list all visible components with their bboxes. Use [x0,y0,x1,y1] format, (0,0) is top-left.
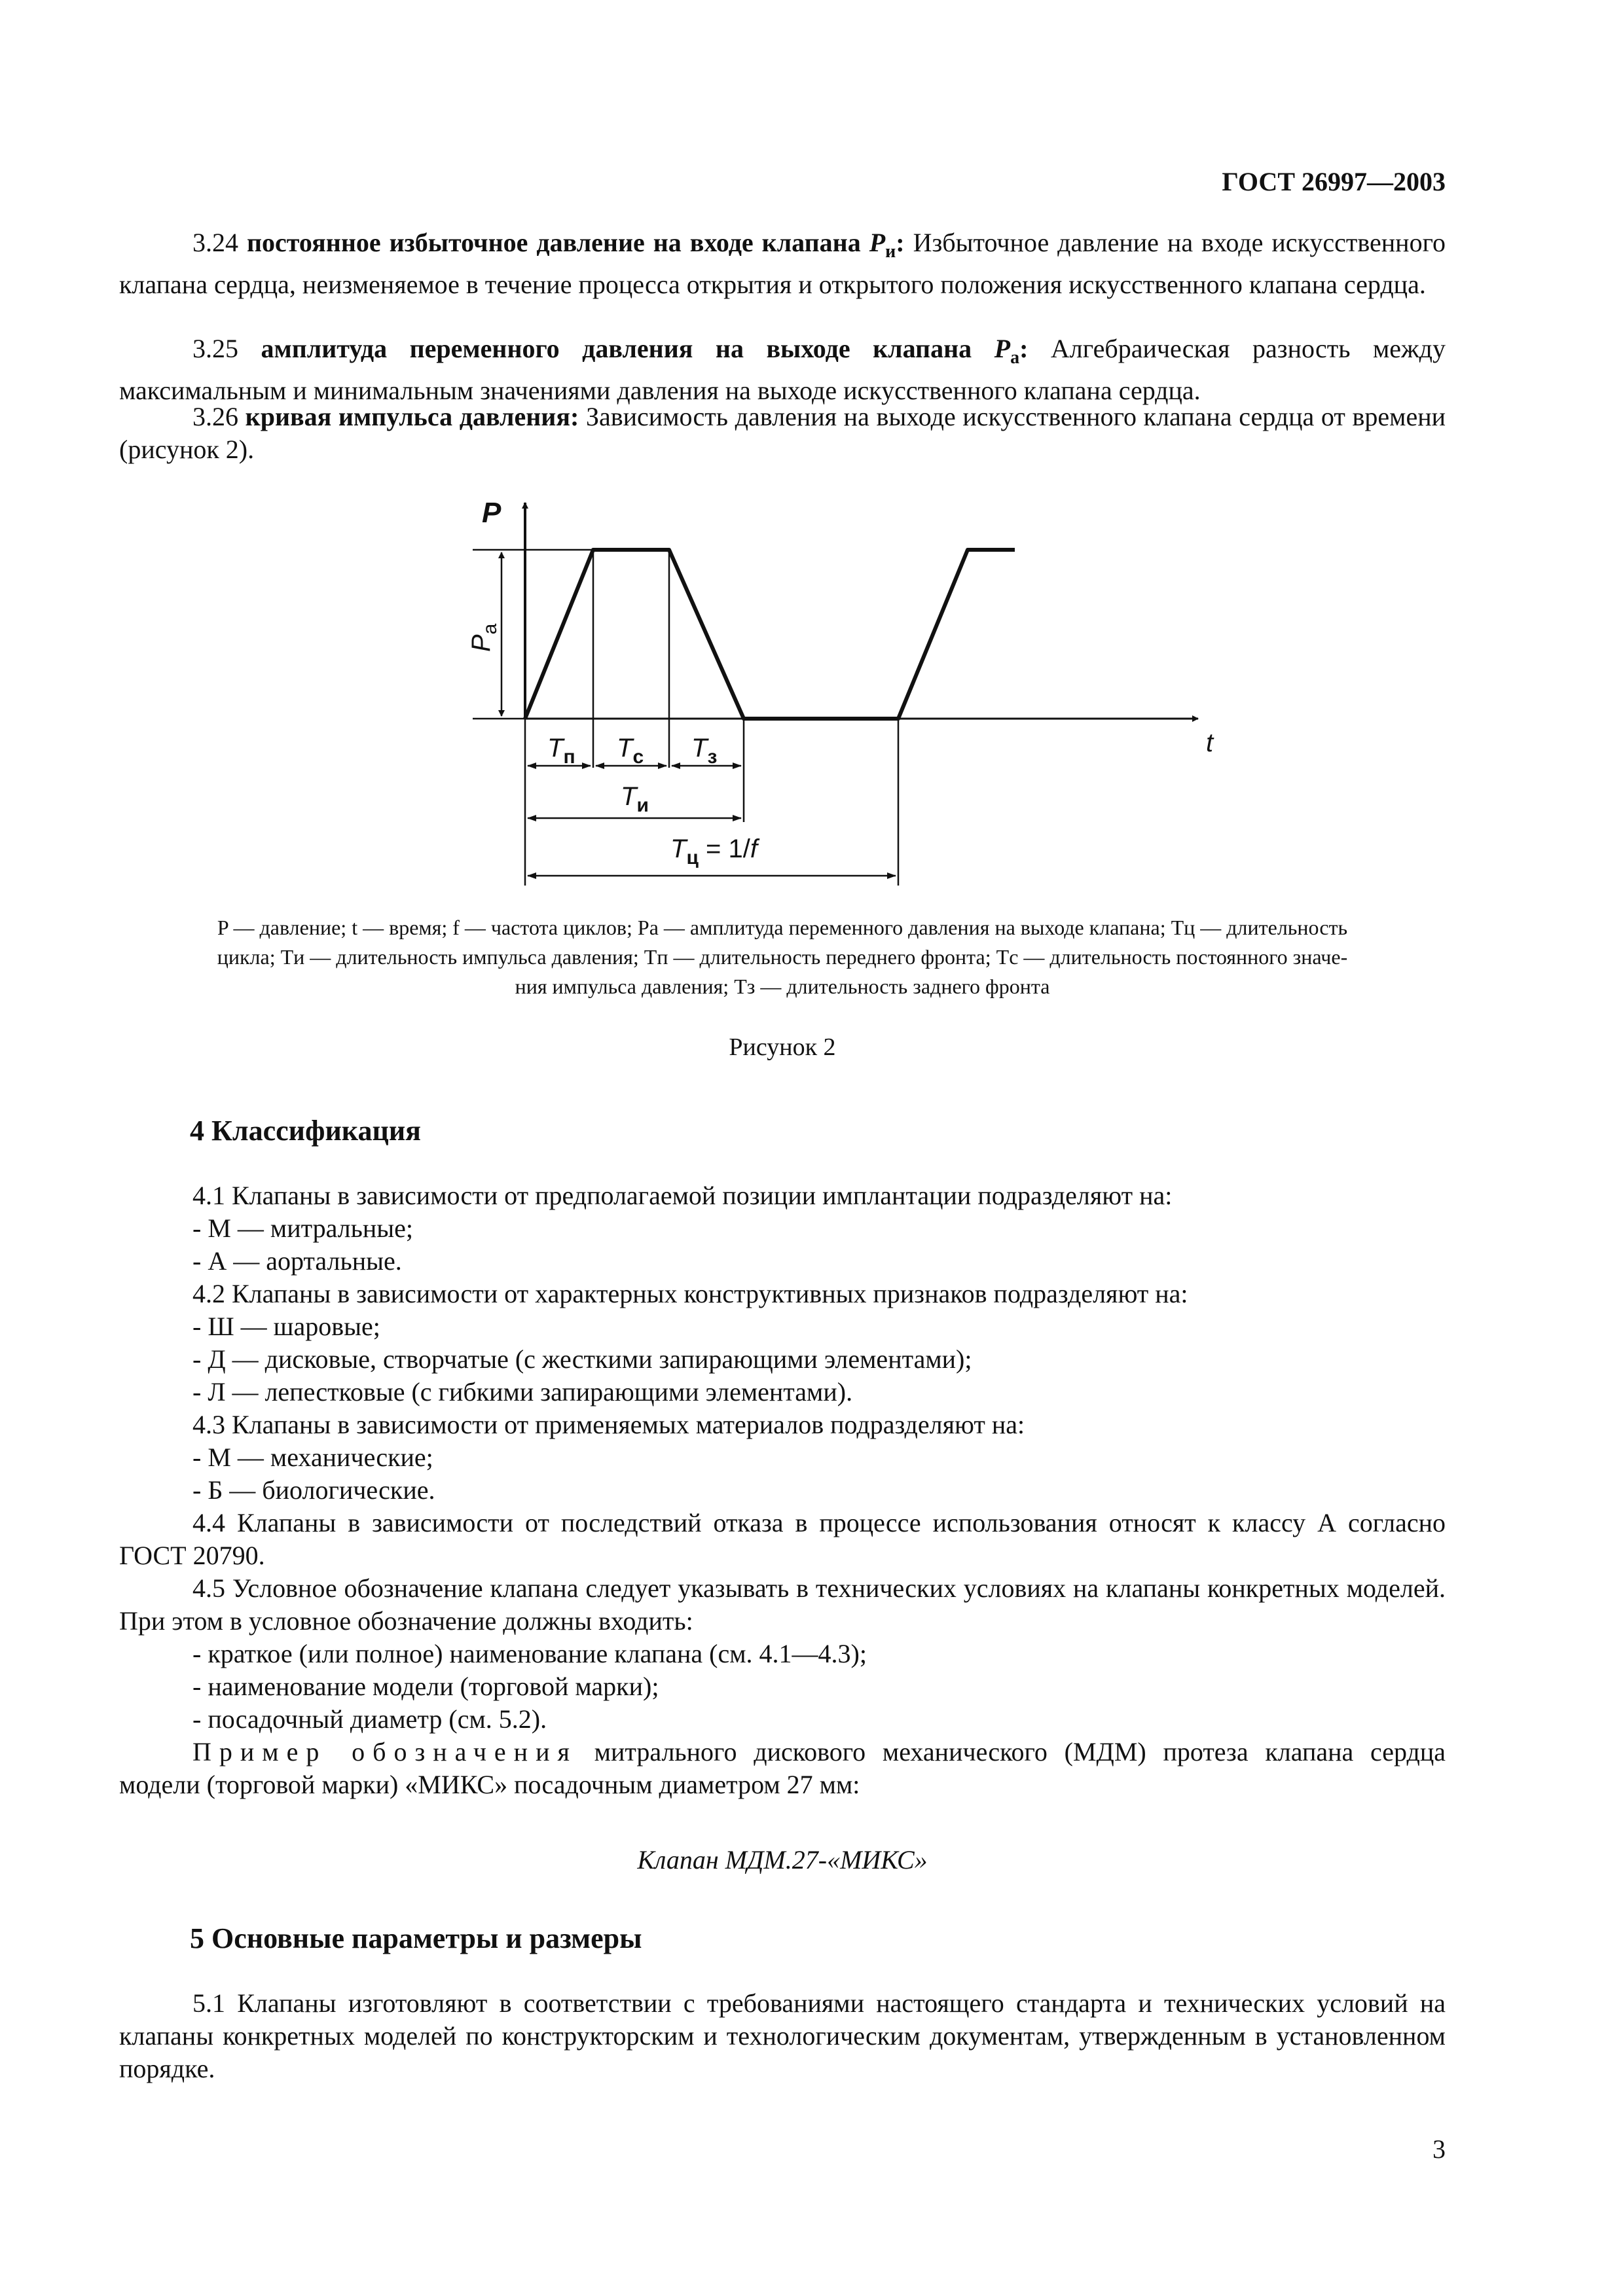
list-item: - краткое (или полное) наименование клапана (см. 4.1—4.3); [192,1639,867,1668]
section-5-title: 5 Основные параметры и размеры [190,1922,642,1954]
document-page [119,0,1446,2296]
legend-line-3: ния импульса давления; Tз — длительность заднего фронта [515,975,1050,998]
term-3-25: 3.25 амплитуда переменного давления на выходе клапана $P_а$: Алгебраическая разность между максимальным и минимальным значениями давления на выходе искусственного клапана сердца. [119,334,1446,405]
list-item: - наименование модели (торговой марки); [192,1672,659,1701]
clause-5-1: 5.1 Клапаны изготовляют в соответствии с требованиями настоящего стандарта и технических условий на клапаны конкретных моделей по конструкторским и технологическим документам, утвержденным в установленном порядке. [119,1988,1446,2083]
clause-4-5: 4.5 Условное обозначение клапана следует указывать в технических условиях на клапаны конкретных моделей. При этом в условное обозначение должны входить: [119,1573,1446,1636]
clause-4-2: 4.2 Клапаны в зависимости от характерных конструктивных признаков подразделяют на: [192,1279,1188,1308]
list-item: - М — механические; [192,1443,433,1472]
list-item: - М — митральные; [192,1213,414,1243]
clause-4-1: 4.1 Клапаны в зависимости от предполагаемой позиции имплантации подразделяют на: [192,1181,1173,1210]
document-code: ГОСТ 26997—2003 [1222,167,1446,196]
legend-line-2: цикла; Tи — длительность импульса давления; Tп — длительность переднего фронта; Tс — длительность постоянного значе- [217,945,1348,969]
example-designation: Клапан МДМ.27-«МИКС» [637,1845,928,1874]
p-axis-label: P [482,497,501,529]
list-item: - Б — биологические. [192,1475,435,1505]
tz-label: $T_з$ [691,734,718,768]
list-item: - Ш — шаровые; [192,1312,380,1341]
section-4-title: 4 Классификация [190,1115,421,1147]
tp-label: $T_п$ [547,734,575,768]
t-axis-label: t [1206,728,1214,757]
list-item: - А — аортальные. [192,1246,402,1276]
pa-label: $P_a$ [467,623,501,652]
term-3-26: 3.26 кривая импульса давления: Зависимость давления на выходе искусственного клапана сердца от времени (рисунок 2). [119,402,1446,464]
example-keyword: Пример обозначения [192,1737,577,1767]
list-item: - Л — лепестковые (с гибкими запирающими элементами). [192,1377,853,1407]
example-paragraph: Пример обозначения митрального дискового механического (МДМ) протеза клапана сердца модели (торговой марки) «МИКС» посадочным диаметром 27 мм: [119,1737,1446,1799]
term-3-24: 3.24 постоянное избыточное давление на входе клапана $P_и$: Избыточное давление на входе искусственного клапана сердца, неизменяемое в течение процесса открытия и открытого положения искусственного клапана сердца. [119,228,1446,299]
list-item: - посадочный диаметр (см. 5.2). [192,1704,547,1734]
pressure-pulse-diagram [439,490,1264,895]
clause-4-4: 4.4 Клапаны в зависимости от последствий отказа в процессе использования относят к классу А согласно ГОСТ 20790. [119,1508,1446,1570]
tcycle-label: $T_ц = 1/f$ [670,834,757,869]
figure-legend [119,913,1446,1001]
page-number: 3 [1432,2134,1446,2164]
clause-4-3: 4.3 Клапаны в зависимости от применяемых материалов подразделяют на: [192,1410,1025,1439]
figure-caption: Рисунок 2 [729,1033,836,1061]
tc-label: $T_с$ [617,734,644,768]
pressure-curve [525,550,1015,719]
list-item: - Д — дисковые, створчатые (с жесткими запирающими элементами); [192,1344,972,1374]
ti-label: $T_и$ [621,782,649,816]
legend-line-1: P — давление; t — время; f — частота циклов; Pа — амплитуда переменного давления на выходе клапана; Tц — длительность [217,916,1348,939]
section-4-body [119,1179,1446,1801]
